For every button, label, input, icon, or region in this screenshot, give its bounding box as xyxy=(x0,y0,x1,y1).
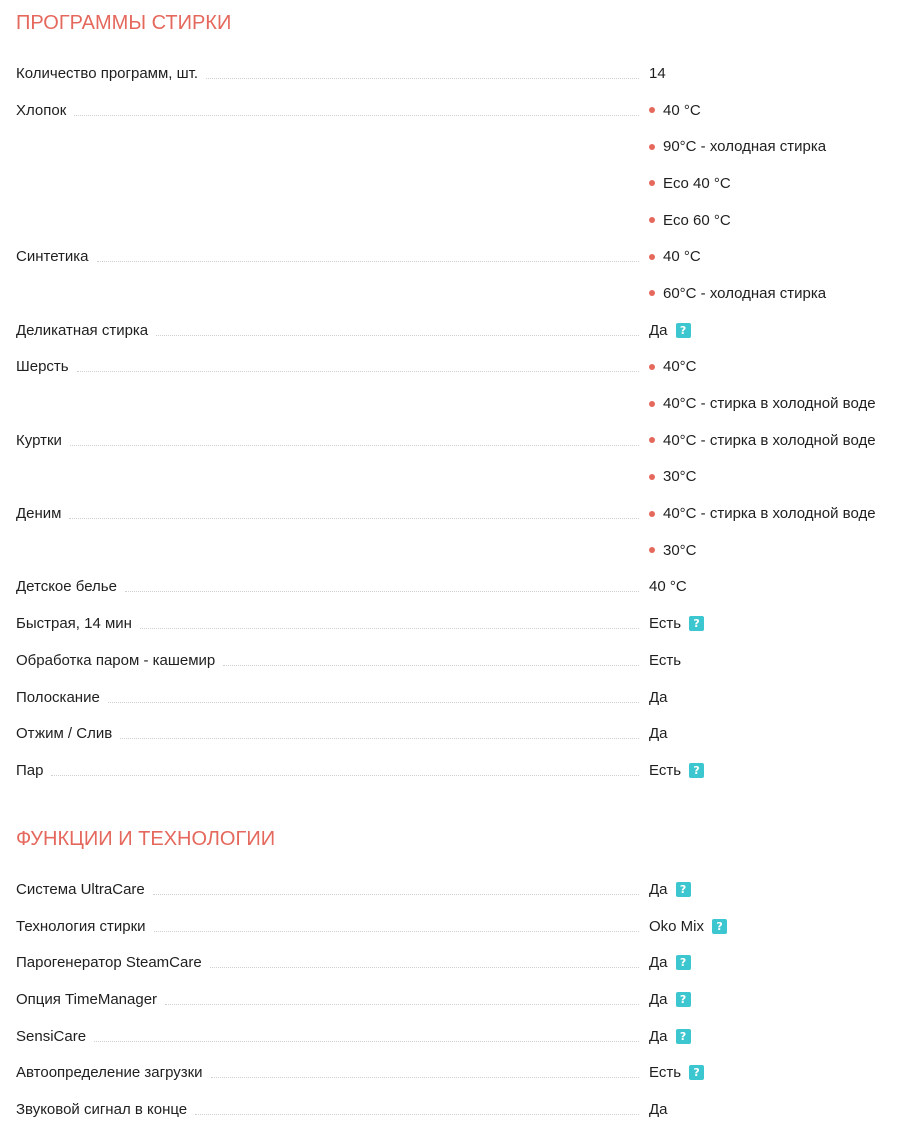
spec-row xyxy=(16,92,901,239)
help-icon[interactable]: ? xyxy=(689,616,704,631)
spec-value-cell xyxy=(649,92,901,239)
spec-label-cell xyxy=(16,981,649,1018)
spec-value: Да xyxy=(649,990,668,1008)
spec-value-line xyxy=(649,128,901,165)
spec-label: Деликатная стирка xyxy=(16,321,149,339)
bullet-icon xyxy=(649,254,655,260)
dotted-leader xyxy=(140,628,639,629)
bullet-icon xyxy=(649,107,655,113)
spec-value-cell xyxy=(649,312,901,349)
spec-row xyxy=(16,1018,901,1055)
spec-label: Деним xyxy=(16,505,62,523)
bullet-icon xyxy=(649,511,655,517)
bullet-icon xyxy=(649,401,655,407)
spec-value-line xyxy=(649,495,901,532)
spec-row xyxy=(16,569,901,606)
spec-row xyxy=(16,981,901,1018)
spec-row xyxy=(16,55,901,92)
spec-value-line xyxy=(649,944,901,981)
dotted-leader xyxy=(125,591,639,592)
spec-label: Парогенератор SteamCare xyxy=(16,954,202,972)
dotted-leader xyxy=(69,518,639,519)
spec-row xyxy=(16,679,901,716)
spec-label-cell xyxy=(16,1018,649,1055)
spec-value-line xyxy=(649,908,901,945)
spec-label-cell xyxy=(16,349,649,386)
spec-value-line xyxy=(649,532,901,569)
spec-value-cell xyxy=(649,569,901,606)
spec-label-cell xyxy=(16,752,649,789)
help-icon[interactable]: ? xyxy=(676,992,691,1007)
spec-value-cell xyxy=(649,422,901,495)
spec-value-line xyxy=(649,459,901,496)
spec-label-cell xyxy=(16,1091,649,1128)
spec-value: Да xyxy=(649,725,668,743)
dotted-leader xyxy=(70,445,639,446)
spec-row xyxy=(16,944,901,981)
spec-row xyxy=(16,312,901,349)
spec-value-line xyxy=(649,679,901,716)
spec-value: 40 °С xyxy=(663,101,701,119)
spec-value: Oko Mix xyxy=(649,917,705,935)
spec-value-line xyxy=(649,871,901,908)
spec-value: 40 °С xyxy=(649,578,687,596)
spec-label: Обработка паром - кашемир xyxy=(16,651,216,669)
spec-value-line xyxy=(649,238,901,275)
spec-row xyxy=(16,908,901,945)
spec-row xyxy=(16,422,901,495)
help-icon[interactable]: ? xyxy=(676,882,691,897)
spec-row xyxy=(16,1054,901,1091)
dotted-leader xyxy=(120,738,639,739)
spec-label: Опция TimeManager xyxy=(16,990,158,1008)
spec-value-line xyxy=(649,385,901,422)
spec-label: Система UltraCare xyxy=(16,880,145,898)
spec-value: 14 xyxy=(649,64,666,82)
bullet-icon xyxy=(649,474,655,480)
spec-label-cell xyxy=(16,55,649,92)
spec-label-cell xyxy=(16,312,649,349)
spec-label-cell xyxy=(16,605,649,642)
spec-row xyxy=(16,715,901,752)
spec-value-line xyxy=(649,1091,901,1128)
spec-label: Отжим / Слив xyxy=(16,725,113,743)
dotted-leader xyxy=(156,335,639,336)
help-icon[interactable]: ? xyxy=(676,323,691,338)
spec-label-cell xyxy=(16,1054,649,1091)
spec-rows xyxy=(16,871,901,1128)
dotted-leader xyxy=(97,261,639,262)
spec-label: Быстрая, 14 мин xyxy=(16,615,132,633)
spec-value-line xyxy=(649,981,901,1018)
spec-rows xyxy=(16,55,901,789)
spec-label-cell xyxy=(16,715,649,752)
spec-value-cell xyxy=(649,1054,901,1091)
spec-value: Есть xyxy=(649,651,682,669)
spec-label: Хлопок xyxy=(16,101,67,119)
spec-row xyxy=(16,1091,901,1128)
spec-value: 40°С - стирка в холодной воде xyxy=(663,395,876,413)
dotted-leader xyxy=(223,665,639,666)
bullet-icon xyxy=(649,180,655,186)
spec-value-line xyxy=(649,569,901,606)
spec-label-cell xyxy=(16,871,649,908)
spec-value-cell xyxy=(649,679,901,716)
section-washing-programs xyxy=(0,11,901,789)
spec-label: Куртки xyxy=(16,431,62,449)
dotted-leader xyxy=(165,1004,639,1005)
spec-label: Пар xyxy=(16,761,44,779)
spec-value: 30°С xyxy=(663,468,697,486)
spec-value-cell xyxy=(649,1018,901,1055)
spec-row xyxy=(16,349,901,422)
spec-label: Автоопределение загрузки xyxy=(16,1064,203,1082)
section-title: ПРОГРАММЫ СТИРКИ xyxy=(16,12,232,34)
spec-value-cell xyxy=(649,495,901,568)
spec-value: Есть xyxy=(649,761,682,779)
spec-value-cell xyxy=(649,605,901,642)
spec-label: Синтетика xyxy=(16,248,89,266)
spec-value: Eco 60 °С xyxy=(663,211,731,229)
spec-value: Есть xyxy=(649,615,682,633)
dotted-leader xyxy=(211,1077,639,1078)
spec-value: Да xyxy=(649,321,668,339)
spec-value: Да xyxy=(649,1027,668,1045)
spec-row xyxy=(16,238,901,311)
section-title: ФУНКЦИИ И ТЕХНОЛОГИИ xyxy=(16,828,276,850)
spec-label: Полоскание xyxy=(16,688,100,706)
spec-value: 30°С xyxy=(663,541,697,559)
spec-label: Шерсть xyxy=(16,358,69,376)
spec-row xyxy=(16,495,901,568)
spec-value-line xyxy=(649,55,901,92)
spec-value-line xyxy=(649,165,901,202)
spec-label-cell xyxy=(16,238,649,275)
spec-value-line xyxy=(649,1054,901,1091)
dotted-leader xyxy=(153,894,639,895)
help-icon[interactable]: ? xyxy=(676,955,691,970)
spec-row xyxy=(16,605,901,642)
spec-value: 40°С - стирка в холодной воде xyxy=(663,431,876,449)
spec-label-cell xyxy=(16,92,649,129)
spec-label: Технология стирки xyxy=(16,917,146,935)
spec-value-line xyxy=(649,349,901,386)
spec-value: Да xyxy=(649,954,668,972)
spec-value: 40 °С xyxy=(663,248,701,266)
spec-value: 40°С xyxy=(663,358,697,376)
spec-label-cell xyxy=(16,908,649,945)
spec-value-cell xyxy=(649,871,901,908)
dotted-leader xyxy=(94,1041,639,1042)
spec-value-line xyxy=(649,312,901,349)
help-icon[interactable]: ? xyxy=(712,919,727,934)
spec-value-line xyxy=(649,202,901,239)
dotted-leader xyxy=(77,371,639,372)
spec-value-line xyxy=(649,642,901,679)
spec-value: 60°С - холодная стирка xyxy=(663,284,827,302)
help-icon[interactable]: ? xyxy=(689,1065,704,1080)
spec-row xyxy=(16,871,901,908)
spec-label: SensiCare xyxy=(16,1027,87,1045)
dotted-leader xyxy=(210,967,639,968)
section-functions-technologies xyxy=(0,827,901,1128)
dotted-leader xyxy=(206,78,639,79)
spec-label-cell xyxy=(16,679,649,716)
spec-value-cell xyxy=(649,715,901,752)
spec-value-cell xyxy=(649,752,901,789)
spec-value-cell xyxy=(649,944,901,981)
spec-label: Звуковой сигнал в конце xyxy=(16,1100,188,1118)
dotted-leader xyxy=(51,775,639,776)
bullet-icon xyxy=(649,217,655,223)
spec-value-cell xyxy=(649,1091,901,1128)
spec-value: Да xyxy=(649,688,668,706)
spec-value-cell xyxy=(649,981,901,1018)
bullet-icon xyxy=(649,144,655,150)
spec-row xyxy=(16,642,901,679)
spec-value-line xyxy=(649,605,901,642)
spec-value: Eco 40 °С xyxy=(663,174,731,192)
spec-value: 90°С - холодная стирка xyxy=(663,138,827,156)
spec-value: 40°С - стирка в холодной воде xyxy=(663,505,876,523)
spec-row xyxy=(16,752,901,789)
spec-value-cell xyxy=(649,55,901,92)
spec-value-line xyxy=(649,275,901,312)
spec-label-cell xyxy=(16,944,649,981)
bullet-icon xyxy=(649,290,655,296)
bullet-icon xyxy=(649,364,655,370)
spec-label: Количество программ, шт. xyxy=(16,64,199,82)
spec-value-line xyxy=(649,92,901,129)
spec-value-cell xyxy=(649,642,901,679)
spec-value: Да xyxy=(649,1100,668,1118)
dotted-leader xyxy=(195,1114,639,1115)
spec-label-cell xyxy=(16,422,649,459)
bullet-icon xyxy=(649,547,655,553)
help-icon[interactable]: ? xyxy=(689,763,704,778)
bullet-icon xyxy=(649,437,655,443)
spec-label-cell xyxy=(16,495,649,532)
help-icon[interactable]: ? xyxy=(676,1029,691,1044)
spec-value-line xyxy=(649,752,901,789)
spec-value: Да xyxy=(649,880,668,898)
spec-label-cell xyxy=(16,569,649,606)
spec-value-cell xyxy=(649,908,901,945)
dotted-leader xyxy=(154,931,639,932)
spec-value: Есть xyxy=(649,1064,682,1082)
spec-value-line xyxy=(649,715,901,752)
spec-value-line xyxy=(649,1018,901,1055)
spec-label: Детское белье xyxy=(16,578,117,596)
spec-value-cell xyxy=(649,238,901,311)
dotted-leader xyxy=(108,702,639,703)
spec-label-cell xyxy=(16,642,649,679)
dotted-leader xyxy=(74,115,639,116)
spec-value-cell xyxy=(649,349,901,422)
spec-value-line xyxy=(649,422,901,459)
